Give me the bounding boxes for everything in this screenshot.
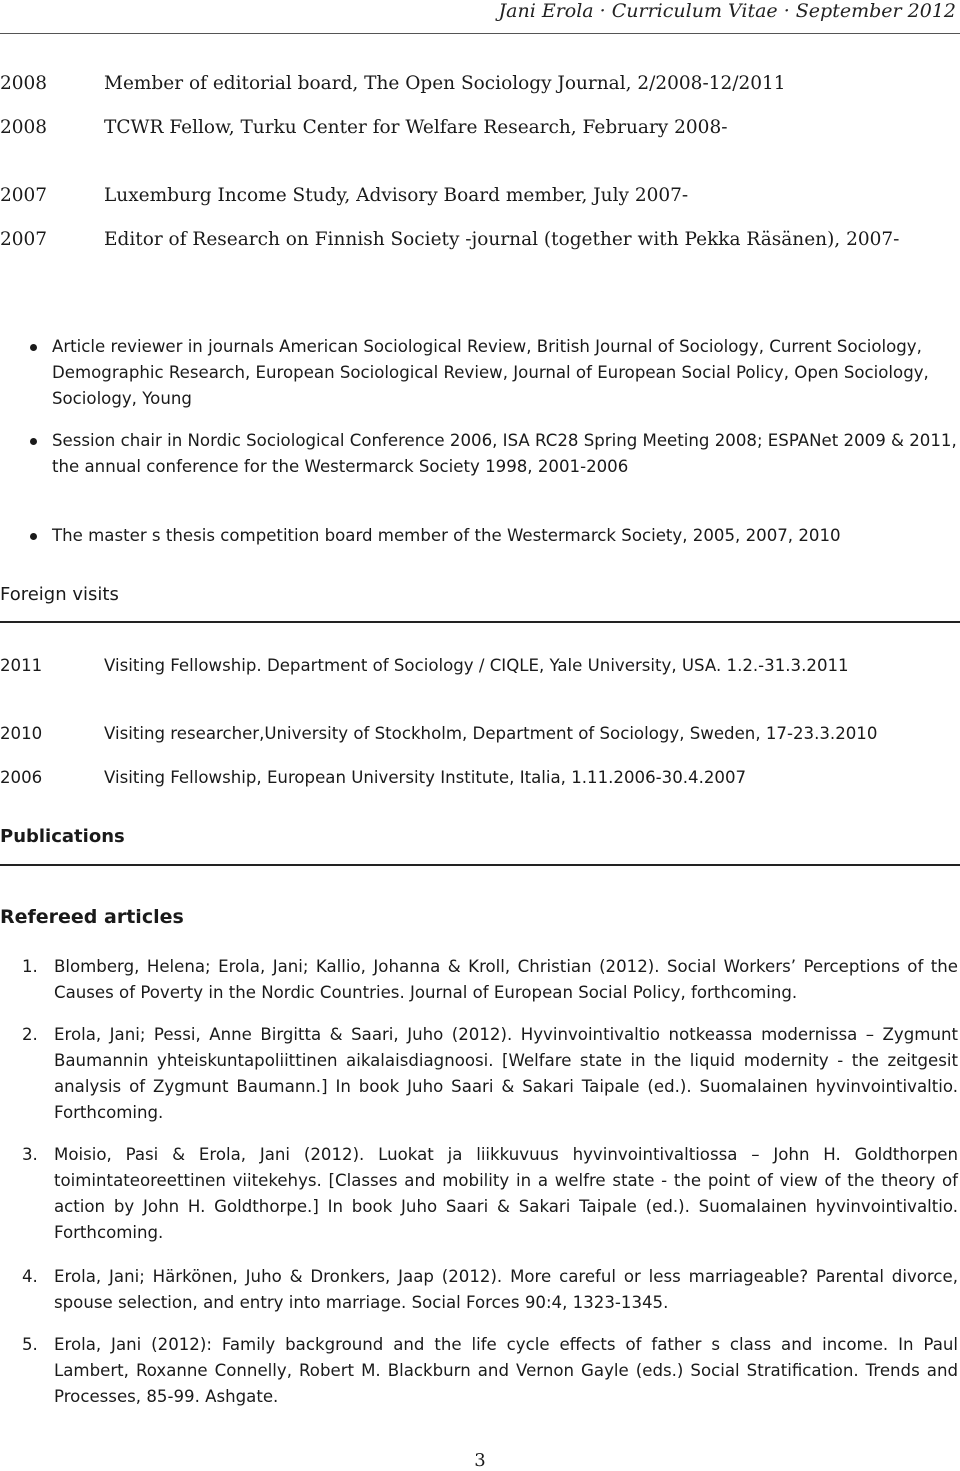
- publication-text: Erola, Jani; Härkönen, Juho & Dronkers, Jaap (2012). More careful or less marriageable? Parental divorce, spouse selection, and entry into marriage. Social Forces 90:4, 1323-1345.: [54, 1267, 958, 1312]
- position-year: 2007: [0, 229, 48, 250]
- publication-text: Erola, Jani (2012): Family background and the life cycle effects of father s class and income. In Paul Lambert, Roxanne Connelly, Robert M. Blackburn and Vernon Gayle (eds.) Social Stratification. Trends and Processes, 85-99. Ashgate.: [54, 1335, 958, 1406]
- section-title-foreign-visits: Foreign visits: [0, 584, 119, 605]
- position-text: TCWR Fellow, Turku Center for Welfare Research, February 2008-: [104, 117, 728, 138]
- publication-text: Erola, Jani; Pessi, Anne Birgitta & Saari, Juho (2012). Hyvinvointivaltio notkeassa modernissa – Zygmunt Baumannin yhteiskuntapoliittinen aikalaisdiagnoosi. [Welfare state in the liquid modernity - the zeitgesit analysis of Zygmunt Baumann.] In book Juho Saari & Sakari Taipale (ed.). Suomalainen hyvinvointivaltio. Forthcoming.: [54, 1025, 958, 1122]
- publication-number: 1.: [22, 957, 38, 976]
- bullet-dot-icon: [30, 438, 37, 445]
- publication-number: 3.: [22, 1145, 38, 1164]
- running-header: Jani Erola · Curriculum Vitae · September 2012: [498, 0, 956, 22]
- publication-number: 4.: [22, 1267, 38, 1286]
- visit-text: Visiting Fellowship, European University Institute, Italia, 1.11.2006-30.4.2007: [104, 768, 747, 787]
- publication-number: 5.: [22, 1335, 38, 1354]
- position-year: 2008: [0, 73, 48, 94]
- position-year: 2007: [0, 185, 48, 206]
- bullet-text: Session chair in Nordic Sociological Conference 2006, ISA RC28 Spring Meeting 2008; ESPANet 2009 & 2011, the annual conference for the Westermarck Society 1998, 2001-2006: [52, 431, 957, 476]
- bullet-text: The master s thesis competition board member of the Westermarck Society, 2005, 2007, 2010: [52, 526, 841, 545]
- visit-text: Visiting researcher,University of Stockholm, Department of Sociology, Sweden, 17-23.3.2010: [104, 724, 878, 743]
- bullet-text: Article reviewer in journals American Sociological Review, British Journal of Sociology, Current Sociology, Demographic Research, European Sociological Review, Journal of European Social Policy, Open Sociology, Sociology, Young: [52, 337, 929, 408]
- publication-text: Blomberg, Helena; Erola, Jani; Kallio, Johanna & Kroll, Christian (2012). Social Workers’ Perceptions of the Causes of Poverty in the Nordic Countries. Journal of European Social Policy, forthcoming.: [54, 957, 958, 1002]
- subsection-title-refereed: Refereed articles: [0, 906, 184, 928]
- page-number: 3: [474, 1450, 486, 1471]
- position-text: Luxemburg Income Study, Advisory Board member, July 2007-: [104, 185, 689, 206]
- header-rule: [0, 33, 960, 34]
- position-text: Member of editorial board, The Open Sociology Journal, 2/2008-12/2011: [104, 73, 786, 94]
- position-text: Editor of Research on Finnish Society -journal (together with Pekka Räsänen), 2007-: [104, 229, 900, 250]
- visit-year: 2006: [0, 768, 43, 787]
- publication-text: Moisio, Pasi & Erola, Jani (2012). Luokat ja liikkuvuus hyvinvointivaltiossa – John H. Goldthorpen toimintateoreettinen viitekehys. [Classes and mobility in a welfre state - the point of view of the theory of action by John H. Goldthorpe.] In book Juho Saari & Sakari Taipale (ed.). Suomalainen hyvinvointivaltio. Forthcoming.: [54, 1145, 958, 1242]
- section-rule: [0, 864, 960, 866]
- bullet-dot-icon: [30, 533, 37, 540]
- position-year: 2008: [0, 117, 48, 138]
- visit-text: Visiting Fellowship. Department of Sociology / CIQLE, Yale University, USA. 1.2.-31.3.2011: [104, 656, 849, 675]
- visit-year: 2010: [0, 724, 43, 743]
- section-rule: [0, 621, 960, 623]
- publication-number: 2.: [22, 1025, 38, 1044]
- bullet-dot-icon: [30, 344, 37, 351]
- section-title-publications: Publications: [0, 826, 125, 847]
- visit-year: 2011: [0, 656, 43, 675]
